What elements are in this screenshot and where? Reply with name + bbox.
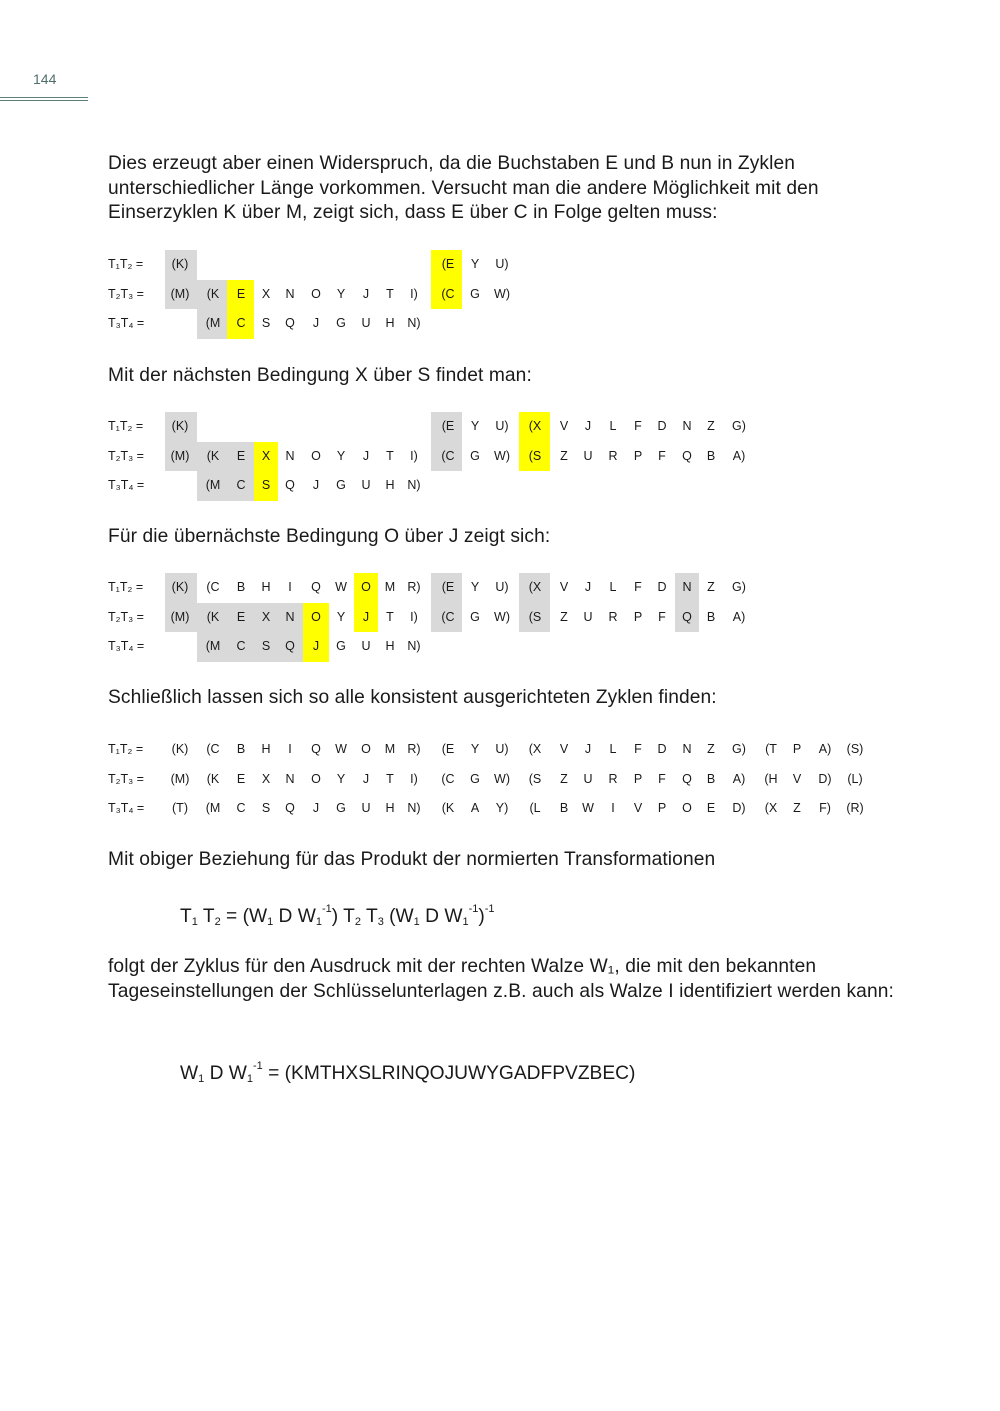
- cycle-letter: H: [385, 801, 395, 815]
- cycle-letter: O: [361, 742, 371, 756]
- cycle-letter: G: [336, 316, 346, 330]
- cycle-letter: (K): [171, 580, 189, 594]
- cycle-letter: X: [261, 609, 271, 624]
- cycle-letter: (S: [528, 771, 542, 786]
- cycle-letter: E: [236, 448, 246, 463]
- cycle-letter: S: [261, 801, 271, 815]
- cycle-letter: B: [236, 742, 246, 756]
- row-label: T₃T₄ =: [108, 639, 145, 653]
- cycle-letter: Q: [285, 478, 295, 492]
- cycle-letter: N): [407, 639, 421, 653]
- cycle-letter: D: [657, 419, 667, 433]
- cycle-letter: B: [706, 609, 716, 624]
- cycle-letter: W): [494, 609, 510, 624]
- cycle-letter: J: [362, 609, 370, 624]
- cycle-letter: W: [582, 801, 594, 815]
- cycle-letter: G: [470, 286, 480, 301]
- cycle-letter: (C: [441, 771, 455, 786]
- cycle-letter: T: [386, 771, 394, 786]
- cycle-letter: N): [407, 478, 421, 492]
- cycle-letter: Z: [707, 419, 715, 433]
- cycle-letter: Q: [285, 801, 295, 815]
- cycle-letter: T: [386, 286, 394, 301]
- cycle-letter: Z: [793, 801, 801, 815]
- cycle-letter: E: [706, 801, 716, 815]
- cycle-letter: (L: [529, 801, 541, 815]
- cycle-letter: Q: [682, 771, 692, 786]
- cycle-letter: N: [285, 609, 295, 624]
- cycle-letter: G: [470, 771, 480, 786]
- row-label: T₃T₄ =: [108, 801, 145, 815]
- cycle-letter: (X: [764, 801, 778, 815]
- cycle-letter: J: [584, 580, 592, 594]
- cycle-letter: Z: [560, 609, 568, 624]
- cycle-letter: Y): [495, 801, 509, 815]
- row-label: T₂T₃ =: [108, 286, 144, 301]
- cycle-letter: V: [633, 801, 643, 815]
- cycle-letter: G): [732, 580, 746, 594]
- cycle-letter: (T): [172, 801, 188, 815]
- cycle-letter: H: [385, 316, 395, 330]
- cycle-letter: Y: [336, 448, 346, 463]
- cycle-letter: J: [312, 639, 320, 653]
- cycle-letter: Q: [311, 580, 321, 594]
- cycle-letter: (E: [441, 580, 455, 594]
- cycle-letter: (K: [441, 801, 455, 815]
- cycle-letter: (M: [205, 478, 221, 492]
- cycle-letter: R: [608, 609, 618, 624]
- cycle-letter: B: [236, 580, 246, 594]
- cycle-letter: (E: [441, 257, 455, 271]
- cycle-letter: X: [261, 286, 271, 301]
- cycle-letter: (C: [441, 609, 455, 624]
- cycle-letter: E: [236, 286, 246, 301]
- cycle-letter: P: [633, 448, 643, 463]
- cycle-letter: U): [495, 742, 509, 756]
- cycle-letter: Z: [707, 580, 715, 594]
- cycle-letter: I: [611, 801, 615, 815]
- cycle-letter: W): [494, 448, 510, 463]
- cycle-letter: Z: [560, 771, 568, 786]
- cycle-letter: (C: [206, 742, 220, 756]
- cycle-letter: S: [261, 639, 271, 653]
- cycle-letter: G: [470, 609, 480, 624]
- cycle-letter: A): [732, 609, 746, 624]
- cycle-letter: B: [706, 771, 716, 786]
- cycle-letter: Y: [336, 609, 346, 624]
- row-label: T₁T₂ =: [108, 742, 144, 756]
- paragraph-6: folgt der Zyklus für den Ausdruck mit der rechten Walze W₁, die mit den bekannten Tageseinstellungen der Schlüsselunterlagen z.B. auch als Walze I identifiziert werden kann:: [108, 956, 894, 1002]
- cycle-letter: E: [236, 771, 246, 786]
- cycle-letter: (S: [528, 609, 542, 624]
- cycle-letter: (K): [171, 742, 189, 756]
- cycle-letter: Q: [682, 609, 692, 624]
- cycle-table-3: [0, 573, 1000, 663]
- cycle-letter: T: [386, 448, 394, 463]
- cycle-letter: R): [407, 742, 421, 756]
- row-label: T₃T₄ =: [108, 478, 145, 492]
- cycle-letter: A): [732, 771, 746, 786]
- cycle-letter: V: [559, 580, 569, 594]
- cycle-letter: (R): [846, 801, 864, 815]
- cycle-letter: J: [312, 316, 320, 330]
- cycle-letter: N: [682, 419, 692, 433]
- cycle-letter: (M: [205, 316, 221, 330]
- cycle-letter: G: [336, 478, 346, 492]
- cycle-letter: U): [495, 419, 509, 433]
- cycle-letter: I): [410, 771, 418, 786]
- cycle-letter: (K): [171, 257, 189, 271]
- cycle-letter: J: [584, 742, 592, 756]
- row-label: T₁T₂ =: [108, 580, 144, 594]
- cycle-letter: (M: [205, 801, 221, 815]
- cycle-letter: N: [285, 286, 295, 301]
- cycle-letter: U: [583, 609, 593, 624]
- cycle-letter: P: [657, 801, 667, 815]
- cycle-letter: (X: [528, 580, 542, 594]
- cycle-letter: Y: [470, 257, 480, 271]
- cycle-letter: L: [609, 742, 617, 756]
- cycle-letter: U: [361, 316, 371, 330]
- cycle-letter: O: [311, 448, 321, 463]
- paragraph-5: Mit obiger Beziehung für das Produkt der normierten Transformationen: [108, 849, 716, 870]
- cycle-table-2: [0, 412, 1000, 502]
- row-label: T₁T₂ =: [108, 257, 144, 271]
- cycle-letter: N: [682, 580, 692, 594]
- cycle-letter: (E: [441, 742, 455, 756]
- paragraph-3: Für die übernächste Bedingung O über J zeigt sich:: [108, 526, 551, 547]
- cycle-letter: I): [410, 448, 418, 463]
- cycle-letter: H: [261, 742, 271, 756]
- cycle-letter: H: [385, 639, 395, 653]
- cycle-letter: G): [732, 419, 746, 433]
- cycle-letter: N: [285, 771, 295, 786]
- cycle-letter: W: [335, 580, 347, 594]
- cycle-letter: (K: [206, 448, 220, 463]
- cycle-letter: M: [384, 580, 396, 594]
- cycle-letter: G): [732, 742, 746, 756]
- cycle-letter: D): [818, 771, 832, 786]
- cycle-letter: N: [682, 742, 692, 756]
- row-label: T₂T₃ =: [108, 609, 144, 624]
- cycle-letter: U): [495, 257, 509, 271]
- cycle-letter: B: [559, 801, 569, 815]
- cycle-letter: U: [361, 478, 371, 492]
- cycle-letter: J: [584, 419, 592, 433]
- cycle-table-4: [0, 735, 1000, 825]
- cycle-letter: F: [658, 771, 666, 786]
- cycle-letter: H: [261, 580, 271, 594]
- cycle-letter: (K: [206, 286, 220, 301]
- cycle-letter: (C: [441, 286, 455, 301]
- cycle-letter: F: [658, 448, 666, 463]
- cycle-letter: (E: [441, 419, 455, 433]
- paragraph-1: Dies erzeugt aber einen Widerspruch, da die Buchstaben E und B nun in Zyklen unterschiedlicher Länge vorkommen. Versucht man die andere Möglichkeit mit den Einserzyklen K über M, zeigt sich, dass E über C in Folge gelten muss:: [108, 153, 819, 223]
- paragraph-4: Schließlich lassen sich so alle konsistent ausgerichteten Zyklen finden:: [108, 687, 717, 708]
- cycle-letter: U: [361, 801, 371, 815]
- cycle-table-1: [0, 250, 1000, 340]
- cycle-letter: V: [559, 742, 569, 756]
- cycle-letter: U: [583, 448, 593, 463]
- cycle-letter: Y: [470, 742, 480, 756]
- cycle-letter: (M): [170, 771, 190, 786]
- cycle-letter: B: [706, 448, 716, 463]
- cycle-letter: N: [285, 448, 295, 463]
- cycle-letter: D: [657, 742, 667, 756]
- cycle-letter: U): [495, 580, 509, 594]
- cycle-letter: J: [362, 448, 370, 463]
- cycle-letter: A): [818, 742, 832, 756]
- cycle-letter: A): [732, 448, 746, 463]
- cycle-letter: D): [732, 801, 746, 815]
- cycle-letter: V: [559, 419, 569, 433]
- cycle-letter: G: [336, 639, 346, 653]
- cycle-letter: J: [312, 478, 320, 492]
- cycle-letter: J: [312, 801, 320, 815]
- cycle-letter: (C: [206, 580, 220, 594]
- cycle-letter: Q: [285, 639, 295, 653]
- cycle-letter: I): [410, 286, 418, 301]
- cycle-letter: O: [311, 609, 321, 624]
- cycle-letter: P: [633, 609, 643, 624]
- cycle-letter: I: [288, 580, 292, 594]
- cycle-letter: X: [261, 448, 271, 463]
- cycle-letter: L: [609, 580, 617, 594]
- paragraph-2: Mit der nächsten Bedingung X über S findet man:: [108, 365, 532, 386]
- cycle-letter: I): [410, 609, 418, 624]
- cycle-letter: Y: [470, 580, 480, 594]
- cycle-letter: Y: [336, 771, 346, 786]
- cycle-letter: V: [792, 771, 802, 786]
- cycle-letter: (M): [170, 448, 190, 463]
- cycle-letter: A: [470, 801, 480, 815]
- cycle-letter: F: [634, 742, 642, 756]
- cycle-letter: O: [311, 771, 321, 786]
- cycle-letter: (K: [206, 609, 220, 624]
- cycle-letter: I: [288, 742, 292, 756]
- cycle-letter: C: [236, 801, 246, 815]
- cycle-letter: W): [494, 771, 510, 786]
- cycle-letter: (M): [170, 286, 190, 301]
- cycle-letter: E: [236, 609, 246, 624]
- cycle-letter: R: [608, 771, 618, 786]
- cycle-letter: (L): [847, 771, 863, 786]
- cycle-letter: J: [362, 286, 370, 301]
- cycle-letter: O: [682, 801, 692, 815]
- cycle-letter: N): [407, 801, 421, 815]
- cycle-letter: (M): [170, 609, 190, 624]
- cycle-letter: Y: [470, 419, 480, 433]
- cycle-letter: P: [633, 771, 643, 786]
- page-number: 144: [33, 71, 57, 87]
- cycle-letter: R): [407, 580, 421, 594]
- cycle-letter: C: [236, 639, 246, 653]
- cycle-letter: (X: [528, 419, 542, 433]
- cycle-letter: U: [361, 639, 371, 653]
- row-label: T₂T₃ =: [108, 448, 144, 463]
- cycle-letter: L: [609, 419, 617, 433]
- cycle-letter: U: [583, 771, 593, 786]
- row-label: T₁T₂ =: [108, 419, 144, 433]
- cycle-letter: Q: [285, 316, 295, 330]
- cycle-letter: W): [494, 286, 510, 301]
- cycle-letter: J: [362, 771, 370, 786]
- cycle-letter: F: [634, 580, 642, 594]
- cycle-letter: D: [657, 580, 667, 594]
- formula-rotor-cycle: $W_1$ D $W_1^{-1}$ = (KMTHXSLRINQOJUWYGADFPVZBEC): [180, 1060, 636, 1085]
- cycle-letter: Q: [311, 742, 321, 756]
- cycle-letter: Z: [560, 448, 568, 463]
- cycle-letter: (K): [171, 419, 189, 433]
- cycle-letter: R: [608, 448, 618, 463]
- cycle-letter: F): [819, 801, 831, 815]
- cycle-letter: (M: [205, 639, 221, 653]
- cycle-letter: Y: [336, 286, 346, 301]
- cycle-letter: Q: [682, 448, 692, 463]
- cycle-letter: O: [311, 286, 321, 301]
- cycle-letter: Z: [707, 742, 715, 756]
- cycle-letter: (S): [846, 742, 864, 756]
- header-rule: [0, 97, 88, 101]
- cycle-letter: N): [407, 316, 421, 330]
- cycle-letter: (H: [764, 771, 778, 786]
- cycle-letter: S: [261, 316, 271, 330]
- cycle-letter: M: [384, 742, 396, 756]
- cycle-letter: O: [361, 580, 371, 594]
- cycle-letter: C: [236, 316, 246, 330]
- formula-transformation-product: $T_1$ $T_2 = (W_1$ D $W_1^{-1}$) $T_2$ $T_3$ ($W_1$ D $W_1^{-1})^{-1}$: [180, 903, 495, 928]
- cycle-letter: P: [792, 742, 802, 756]
- cycle-letter: F: [658, 609, 666, 624]
- cycle-letter: C: [236, 478, 246, 492]
- cycle-letter: (X: [528, 742, 542, 756]
- cycle-letter: H: [385, 478, 395, 492]
- cycle-letter: F: [634, 419, 642, 433]
- cycle-letter: (T: [765, 742, 777, 756]
- cycle-letter: G: [336, 801, 346, 815]
- cycle-letter: T: [386, 609, 394, 624]
- row-label: T₃T₄ =: [108, 316, 145, 330]
- row-label: T₂T₃ =: [108, 771, 144, 786]
- cycle-letter: (S: [528, 448, 542, 463]
- cycle-letter: X: [261, 771, 271, 786]
- cycle-letter: (C: [441, 448, 455, 463]
- cycle-letter: (K: [206, 771, 220, 786]
- cycle-letter: W: [335, 742, 347, 756]
- cycle-letter: G: [470, 448, 480, 463]
- cycle-letter: S: [261, 478, 271, 492]
